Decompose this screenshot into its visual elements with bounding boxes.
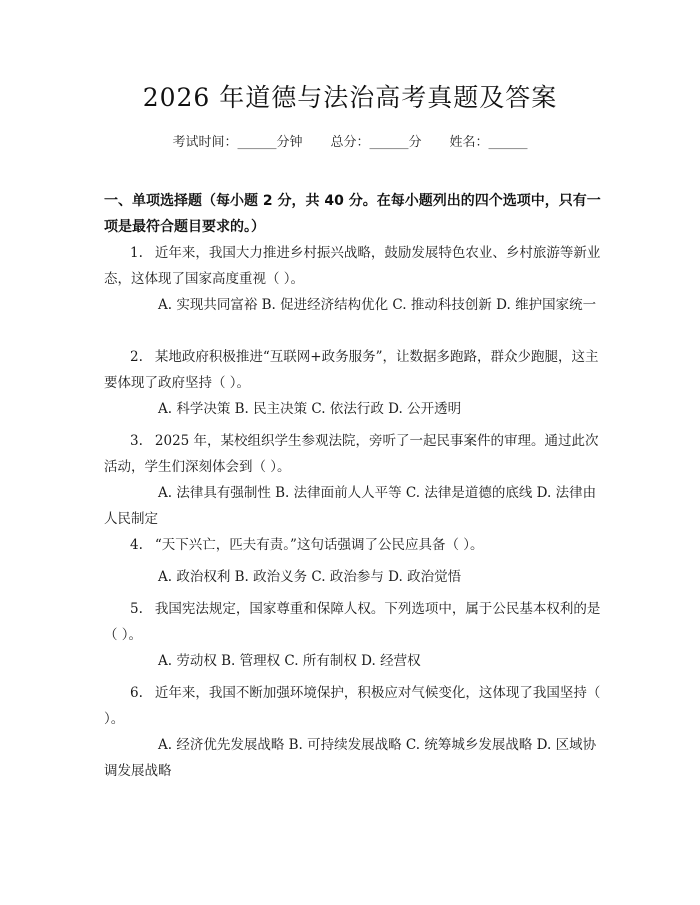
question-2-options: A. 科学决策 B. 民主决策 C. 依法行政 D. 公开透明 xyxy=(158,401,462,417)
question-5-number: 5. xyxy=(130,601,143,617)
section-heading: 一、单项选择题（每小题 2 分，共 40 分。在每小题列出的四个选项中，只有一项是最符合题目要求的。） xyxy=(104,193,601,235)
question-5-options: A. 劳动权 B. 管理权 C. 所有制权 D. 经营权 xyxy=(158,653,421,669)
question-3-text: 2025 年，某校组织学生参观法院，旁听了一起民事案件的审理。通过此次活动，学生们深刻体会到（ ）。 xyxy=(104,433,599,475)
question-4-stem xyxy=(104,532,601,558)
exam-time-field: 考试时间：______分钟 xyxy=(172,135,303,150)
exam-meta xyxy=(0,131,700,150)
question-3-stem xyxy=(104,428,601,480)
question-3-options: A. 法律具有强制性 B. 法律面前人人平等 C. 法律是道德的底线 D. 法律由人民制定 xyxy=(104,485,597,527)
question-6-stem xyxy=(104,680,601,732)
question-4-options: A. 政治权利 B. 政治义务 C. 政治参与 D. 政治觉悟 xyxy=(158,569,462,585)
question-1-stem xyxy=(104,240,601,292)
student-name-field: 姓名：______ xyxy=(449,135,528,150)
question-2-stem xyxy=(104,344,601,396)
question-1-number: 1. xyxy=(130,245,143,261)
question-6-text: 近年来，我国不断加强环境保护，积极应对气候变化，这体现了我国坚持（ ）。 xyxy=(104,685,601,727)
question-6-options: A. 经济优先发展战略 B. 可持续发展战略 C. 统筹城乡发展战略 D. 区域协调发展战略 xyxy=(104,737,597,779)
question-2-text: 某地政府积极推进“互联网+政务服务”，让数据多跑路，群众少跑腿，这主要体现了政府坚持（ ）。 xyxy=(104,349,599,391)
question-4-number: 4. xyxy=(130,537,143,553)
question-4-text: “天下兴亡，匹夫有责。”这句话强调了公民应具备（ ）。 xyxy=(154,537,484,553)
exam-title: 2026 年道德与法治高考真题及答案 xyxy=(142,83,558,112)
total-score-field: 总分：______分 xyxy=(330,135,422,150)
question-1-text: 近年来，我国大力推进乡村振兴战略，鼓励发展特色农业、乡村旅游等新业态，这体现了国家高度重视（ ）。 xyxy=(104,245,601,287)
question-2-number: 2. xyxy=(130,349,143,365)
question-1-options: A. 实现共同富裕 B. 促进经济结构优化 C. 推动科技创新 D. 维护国家统一 xyxy=(158,297,597,313)
question-3-number: 3. xyxy=(130,433,143,449)
question-5-stem xyxy=(104,596,601,648)
question-5-text: 我国宪法规定，国家尊重和保障人权。下列选项中，属于公民基本权利的是（ ）。 xyxy=(104,601,601,643)
question-6-number: 6. xyxy=(130,685,143,701)
